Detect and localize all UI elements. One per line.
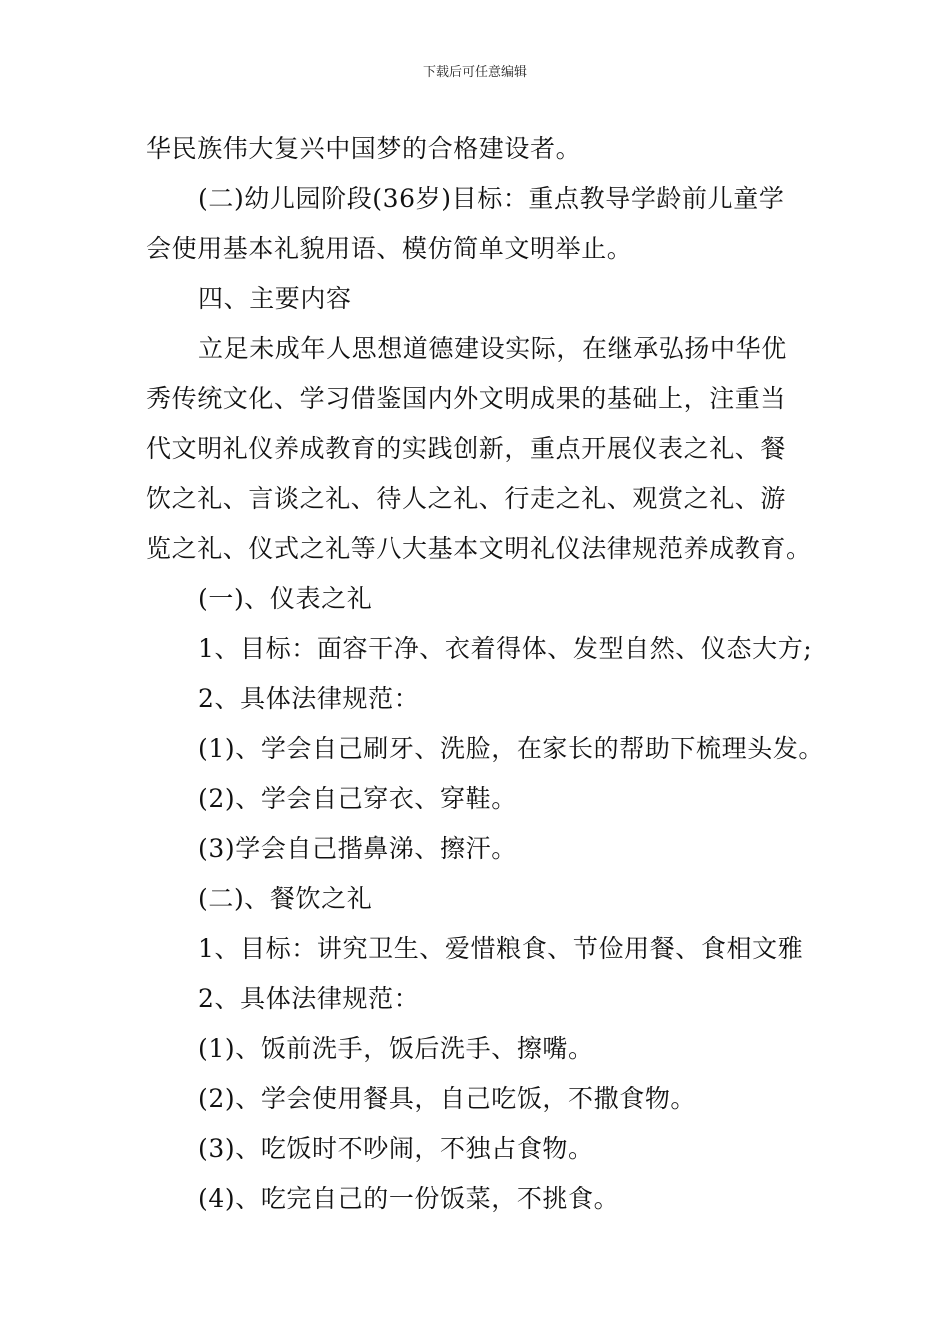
list-item: (3)学会自己揩鼻涕、擦汗。: [198, 834, 517, 863]
text-line: 2、具体法律规范：: [198, 984, 420, 1013]
text-line: 1、目标：面容干净、衣着得体、发型自然、仪态大方;: [198, 634, 813, 663]
text-line: 秀传统文化、学习借鉴国内外文明成果的基础上，注重当: [146, 384, 787, 413]
text-line: 饮之礼、言谈之礼、待人之礼、行走之礼、观赏之礼、游: [146, 484, 787, 513]
text-line: 1、目标：讲究卫生、爱惜粮食、节俭用餐、食相文雅: [198, 934, 804, 963]
subsection-heading: (二)、餐饮之礼: [198, 884, 373, 913]
text-line: 览之礼、仪式之礼等八大基本文明礼仪法律规范养成教育。: [146, 534, 812, 563]
section-heading: 四、主要内容: [198, 284, 352, 313]
text-line: 立足未成年人思想道德建设实际，在继承弘扬中华优: [198, 334, 787, 363]
text-line: 2、具体法律规范：: [198, 684, 420, 713]
text-line: 华民族伟大复兴中国梦的合格建设者。: [146, 134, 582, 163]
list-item: (1)、饭前洗手，饭后洗手、擦嘴。: [198, 1034, 594, 1063]
list-item: (2)、学会使用餐具，自己吃饭，不撒食物。: [198, 1084, 697, 1113]
list-item: (2)、学会自己穿衣、穿鞋。: [198, 784, 517, 813]
list-item: (3)、吃饭时不吵闹，不独占食物。: [198, 1134, 594, 1163]
subsection-heading: (一)、仪表之礼: [198, 584, 373, 613]
document-body: [146, 124, 826, 1224]
text-line: (二)幼儿园阶段(36岁)目标：重点教导学龄前儿童学: [198, 184, 785, 213]
list-item: (1)、学会自己刷牙、洗脸，在家长的帮助下梳理头发。: [198, 734, 825, 763]
text-line: 代文明礼仪养成教育的实践创新，重点开展仪表之礼、餐: [146, 434, 787, 463]
list-item: (4)、吃完自己的一份饭菜，不挑食。: [198, 1184, 620, 1213]
page-header: 下载后可任意编辑: [422, 65, 527, 80]
text-line: 会使用基本礼貌用语、模仿简单文明举止。: [146, 234, 633, 263]
